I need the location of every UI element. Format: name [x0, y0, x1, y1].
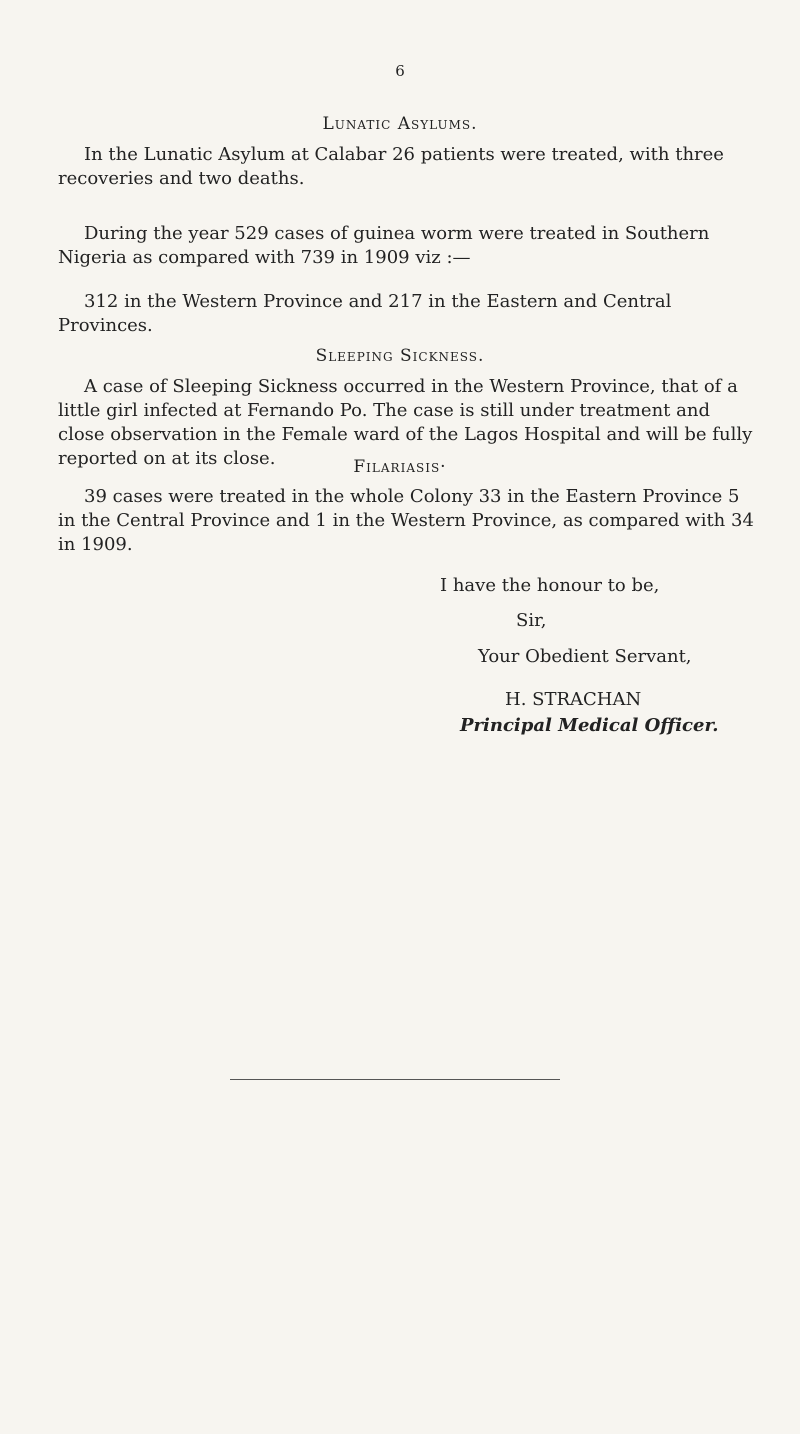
paragraph-guinea-worm-provinces: 312 in the Western Province and 217 in the Eastern and Central Provinces. [58, 291, 672, 336]
closing-honour: I have the honour to be, [440, 575, 660, 596]
paragraph-lunatic-asylum: In the Lunatic Asylum at Calabar 26 patients were treated, with three recoveries and two deaths. [58, 144, 724, 189]
heading-sleeping-sickness: Sleeping Sickness. [315, 346, 485, 366]
paragraph-filariasis: 39 cases were treated in the whole Colony 33 in the Eastern Province 5 in the Central Province and 1 in the Western Province, as compared with 34 in 1909. [58, 486, 754, 555]
closing-servant: Your Obedient Servant, [478, 646, 692, 667]
heading-filariasis: Filariasis· [353, 457, 447, 477]
closing-salutation: Sir, [516, 610, 547, 631]
divider-rule [230, 1079, 560, 1080]
paragraph-sleeping-sickness: A case of Sleeping Sickness occurred in the Western Province, that of a little girl infected at Fernando Po. The case is still under treatment and close observation in the Female ward of the Lagos Hospital and will be fully reported on at its close. [58, 376, 753, 469]
page-number: 6 [395, 62, 405, 80]
heading-lunatic-asylums: Lunatic Asylums. [322, 114, 478, 134]
paragraph-guinea-worm: During the year 529 cases of guinea worm were treated in Southern Nigeria as compared with 739 in 1909 viz :— [58, 223, 710, 268]
signatory-name: H. STRACHAN [505, 689, 642, 710]
signatory-title: Principal Medical Officer. [460, 715, 719, 736]
